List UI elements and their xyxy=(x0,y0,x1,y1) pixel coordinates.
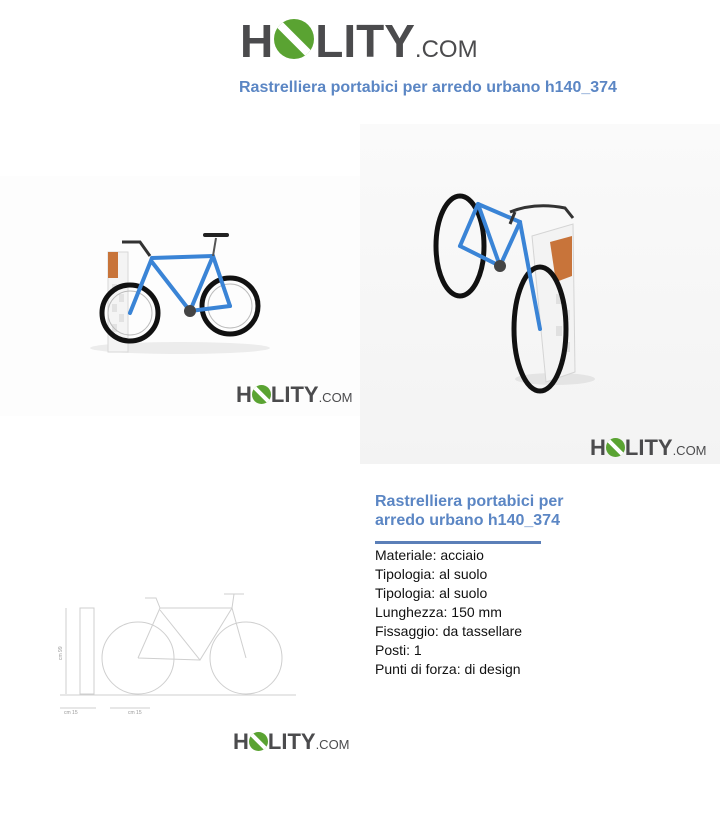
logo-domain: .COM xyxy=(672,443,707,458)
drawing-width-label-b: cm 15 xyxy=(128,710,142,716)
spec-divider xyxy=(375,541,541,544)
drawing-height-label: cm 99 xyxy=(58,646,64,660)
spec-item: Materiale: acciaio xyxy=(375,547,484,563)
holity-logo[interactable] xyxy=(240,15,478,67)
logo-letter-h: H xyxy=(236,382,252,407)
logo-letters: LITY xyxy=(267,729,316,754)
bike-rack-perspective-illustration xyxy=(360,124,720,464)
logo-letter-h: H xyxy=(590,435,606,460)
logo-letter-h: H xyxy=(240,15,274,67)
watermark-logo xyxy=(590,436,707,459)
spec-item: Tipologia: al suolo xyxy=(375,566,488,582)
spec-heading: Rastrelliera portabici per arredo urbano h140_374 xyxy=(375,493,564,529)
spec-item: Lunghezza: 150 mm xyxy=(375,604,502,620)
technical-drawing-illustration xyxy=(0,480,360,765)
product-image-drawing[interactable] xyxy=(0,480,360,765)
logo-domain: .COM xyxy=(315,737,350,752)
logo-domain: .COM xyxy=(414,36,478,63)
spec-item: Punti di forza: di design xyxy=(375,661,521,677)
logo-domain: .COM xyxy=(318,390,353,405)
product-image-perspective[interactable] xyxy=(360,124,720,464)
logo-o-icon xyxy=(606,438,625,457)
logo-o-icon xyxy=(252,385,271,404)
spec-list xyxy=(375,546,522,679)
page-title: Rastrelliera portabici per arredo urbano h140_374 xyxy=(239,79,617,96)
drawing-width-label-a: cm 15 xyxy=(64,710,78,716)
watermark-logo xyxy=(233,730,350,753)
spec-item: Posti: 1 xyxy=(375,642,422,658)
spec-item: Fissaggio: da tassellare xyxy=(375,623,523,639)
watermark-logo xyxy=(236,383,353,406)
product-image-side[interactable] xyxy=(0,176,360,416)
spec-item: Tipologia: al suolo xyxy=(375,585,488,601)
logo-letters: LITY xyxy=(624,435,673,460)
logo-letters: LITY xyxy=(315,15,415,67)
logo-letters: LITY xyxy=(270,382,319,407)
logo-o-icon xyxy=(274,19,314,59)
logo-o-icon xyxy=(249,732,268,751)
logo-letter-h: H xyxy=(233,729,249,754)
bike-rack-side-illustration xyxy=(0,176,360,416)
